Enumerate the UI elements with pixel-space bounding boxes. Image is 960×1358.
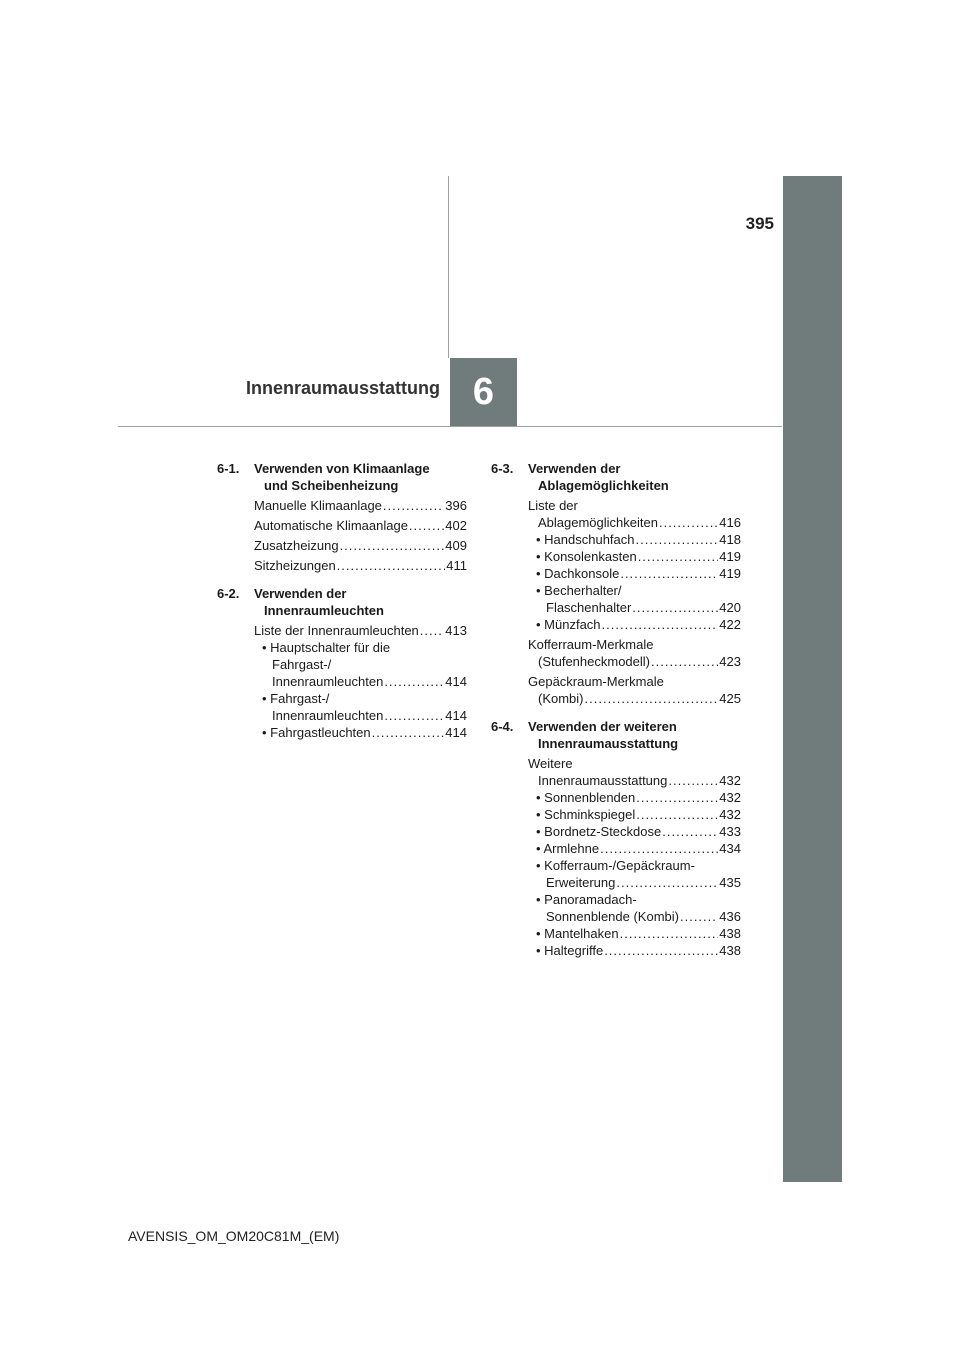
toc-entry[interactable]: Gepäckraum-Merkmale (Kombi) ..... 425 — [528, 673, 741, 707]
section-title — [254, 585, 467, 619]
toc-subentry[interactable]: • Armlehne ..... 434 — [528, 840, 741, 857]
section-heading[interactable] — [217, 585, 467, 619]
section-title-line: Innenraumleuchten — [264, 603, 384, 618]
chapter-number-box: 6 — [450, 358, 517, 426]
section-title-line: Ablagemöglichkeiten — [538, 478, 669, 493]
section-title-line: Verwenden der weiteren — [528, 719, 677, 734]
toc-subentry[interactable]: • Haltegriffe ..... 438 — [528, 942, 741, 959]
toc-subentry[interactable]: • Becherhalter/ Flaschenhalter ..... 420 — [528, 582, 741, 616]
section-heading[interactable] — [491, 460, 741, 494]
toc-subentry[interactable]: • Mantelhaken ..... 438 — [528, 925, 741, 942]
toc-subentry[interactable]: • Konsolenkasten ..... 419 — [528, 548, 741, 565]
page-ref: 411 — [446, 558, 467, 573]
toc-subentry[interactable]: • Fahrgastleuchten ..... 414 — [254, 724, 467, 741]
section-title-line: Innenraumausstattung — [538, 736, 679, 751]
chapter-side-tab — [783, 176, 842, 1182]
page-ref: 414 — [445, 674, 467, 689]
section-heading[interactable] — [217, 460, 467, 494]
page-ref: 433 — [719, 824, 741, 839]
page-number: 395 — [745, 214, 774, 233]
toc-subentry[interactable]: • Kofferraum-/Gepäckraum- Erweiterung ..... 435 — [528, 857, 741, 891]
chapter-title: Innenraumausstattung — [245, 378, 440, 398]
toc-entry[interactable]: Zusatzheizung ..... 409 — [254, 537, 467, 554]
page-ref: 438 — [719, 926, 741, 941]
page-ref: 416 — [719, 515, 741, 530]
section-title — [528, 718, 741, 752]
page-ref: 418 — [719, 532, 741, 547]
section-title-line: und Scheibenheizung — [264, 478, 399, 493]
section-title-line: Verwenden der — [254, 586, 347, 601]
section-number: 6-2. — [217, 586, 240, 601]
toc-subentry[interactable]: • Dachkonsole ..... 419 — [528, 565, 741, 582]
toc-section-6-3 — [491, 460, 741, 707]
section-number: 6-3. — [491, 461, 514, 476]
toc-section-6-1 — [217, 460, 467, 574]
page-ref: 436 — [719, 909, 741, 924]
toc-entry[interactable]: Automatische Klimaanlage ..... 402 — [254, 517, 467, 534]
toc-entry[interactable]: Liste der Innenraumleuchten ..... 413 — [254, 622, 467, 639]
page-ref: 413 — [445, 623, 467, 638]
toc-entry[interactable]: Kofferraum-Merkmale (Stufenheckmodell) ..... 423 — [528, 636, 741, 670]
page-ref: 432 — [719, 790, 741, 805]
toc-entry[interactable]: Liste der Ablagemöglichkeiten ..... 416 — [528, 497, 741, 531]
toc-section-6-2 — [217, 585, 467, 741]
page-ref: 435 — [719, 875, 741, 890]
page-ref: 420 — [719, 600, 741, 615]
page-ref: 438 — [719, 943, 741, 958]
page-ref: 432 — [719, 807, 741, 822]
page-ref: 419 — [719, 549, 741, 564]
section-number: 6-4. — [491, 719, 514, 734]
page-ref: 414 — [445, 725, 467, 740]
toc-subentry[interactable]: • Hauptschalter für die Fahrgast-/ Innenraumleuchten ..... 414 — [254, 639, 467, 690]
page-ref: 432 — [719, 773, 741, 788]
page-ref: 423 — [719, 654, 741, 669]
section-number: 6-1. — [217, 461, 240, 476]
section-heading[interactable] — [491, 718, 741, 752]
toc-subentry[interactable]: • Schminkspiegel ..... 432 — [528, 806, 741, 823]
toc-subentry[interactable]: • Handschuhfach ..... 418 — [528, 531, 741, 548]
toc-left-column — [217, 460, 467, 752]
toc-entry[interactable]: Sitzheizungen ..... 411 — [254, 557, 467, 574]
page-ref: 419 — [719, 566, 741, 581]
page-ref: 396 — [445, 498, 467, 513]
page-ref: 422 — [719, 617, 741, 632]
toc-section-6-4 — [491, 718, 741, 959]
toc-subentry[interactable]: • Fahrgast-/ Innenraumleuchten ..... 414 — [254, 690, 467, 724]
document-footer: AVENSIS_OM_OM20C81M_(EM) — [128, 1228, 340, 1244]
page-ref: 434 — [719, 841, 741, 856]
horizontal-divider — [118, 426, 782, 427]
page-ref: 402 — [445, 518, 467, 533]
toc-entry[interactable]: Manuelle Klimaanlage ..... 396 — [254, 497, 467, 514]
page-ref: 414 — [445, 708, 467, 723]
section-title — [528, 460, 741, 494]
page-ref: 425 — [719, 691, 741, 706]
section-title — [254, 460, 467, 494]
section-title-line: Verwenden von Klimaanlage — [254, 461, 430, 476]
toc-subentry[interactable]: • Sonnenblenden ..... 432 — [528, 789, 741, 806]
toc-right-column — [491, 460, 741, 970]
toc-entry[interactable]: Weitere Innenraumausstattung ..... 432 — [528, 755, 741, 789]
section-title-line: Verwenden der — [528, 461, 621, 476]
toc-subentry[interactable]: • Panoramadach- Sonnenblende (Kombi) ..... 436 — [528, 891, 741, 925]
toc-subentry[interactable]: • Münzfach ..... 422 — [528, 616, 741, 633]
vertical-divider — [448, 176, 449, 358]
page-ref: 409 — [445, 538, 467, 553]
toc-subentry[interactable]: • Bordnetz-Steckdose ..... 433 — [528, 823, 741, 840]
